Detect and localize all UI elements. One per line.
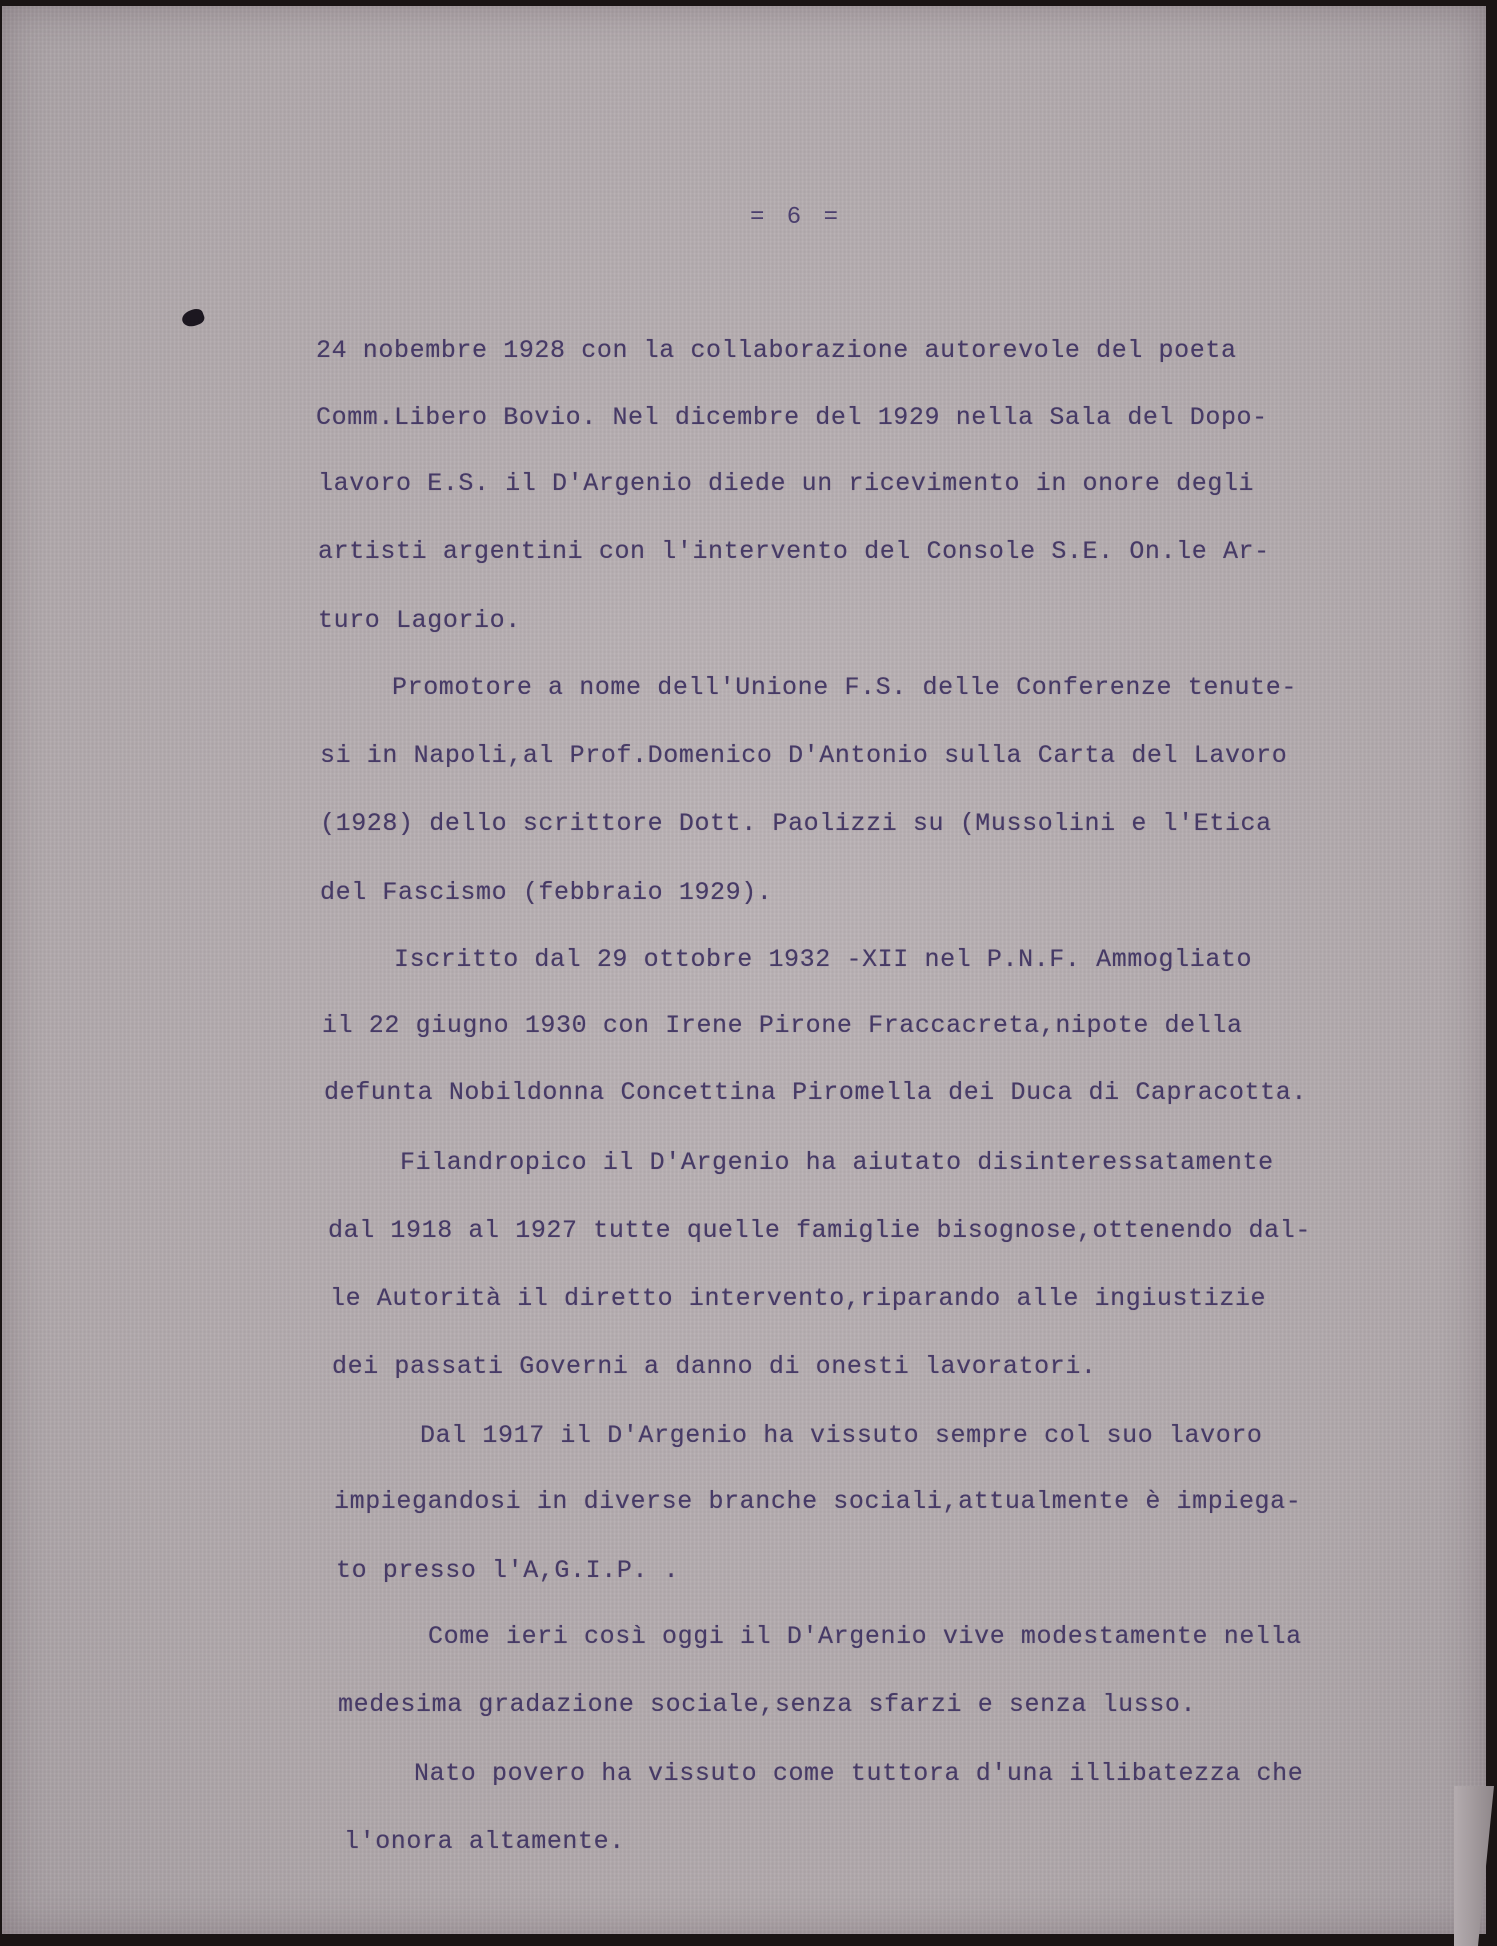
- ink-blot: [180, 307, 206, 330]
- text-line: lavoro E.S. il D'Argenio diede un ricevimento in onore degli: [318, 469, 1255, 498]
- text-line: (1928) dello scrittore Dott. Paolizzi su (Mussolini e l'Etica: [320, 809, 1272, 838]
- text-line: defunta Nobildonna Concettina Piromella dei Duca di Capracotta.: [324, 1078, 1307, 1107]
- text-line: si in Napoli,al Prof.Domenico D'Antonio sulla Carta del Lavoro: [320, 741, 1288, 770]
- text-line: le Autorità il diretto intervento,riparando alle ingiustizie: [330, 1284, 1267, 1313]
- text-line: il 22 giugno 1930 con Irene Pirone Fraccacreta,nipote della: [322, 1011, 1243, 1040]
- text-line: impiegandosi in diverse branche sociali,attualmente è impiega-: [334, 1487, 1302, 1516]
- text-line: turo Lagorio.: [318, 606, 521, 635]
- text-line: dal 1918 al 1927 tutte quelle famiglie bisognose,ottenendo dal-: [328, 1216, 1311, 1245]
- text-line: artisti argentini con l'intervento del Console S.E. On.le Ar-: [318, 537, 1270, 566]
- text-line: Nato povero ha vissuto come tuttora d'una illibatezza che: [414, 1759, 1304, 1788]
- text-line: Come ieri così oggi il D'Argenio vive modestamente nella: [428, 1622, 1302, 1651]
- text-line: Filandropico il D'Argenio ha aiutato disinteressatamente: [400, 1148, 1274, 1177]
- text-line: Promotore a nome dell'Unione F.S. delle Conferenze tenute-: [392, 673, 1297, 702]
- text-line: medesima gradazione sociale,senza sfarzi e senza lusso.: [338, 1690, 1197, 1719]
- folded-corner: [1454, 1786, 1494, 1946]
- text-line: Comm.Libero Bovio. Nel dicembre del 1929 nella Sala del Dopo-: [316, 403, 1268, 432]
- page-number: = 6 =: [750, 204, 843, 231]
- text-line: to presso l'A,G.I.P. .: [336, 1556, 680, 1585]
- text-line: l'onora altamente.: [344, 1827, 625, 1856]
- text-line: del Fascismo (febbraio 1929).: [320, 878, 773, 907]
- text-line: Dal 1917 il D'Argenio ha vissuto sempre col suo lavoro: [420, 1421, 1263, 1450]
- typewritten-page: [2, 6, 1486, 1934]
- text-line: dei passati Governi a danno di onesti lavoratori.: [332, 1352, 1097, 1381]
- text-line: 24 nobembre 1928 con la collaborazione autorevole del poeta: [316, 336, 1237, 365]
- text-line: Iscritto dal 29 ottobre 1932 -XII nel P.N.F. Ammogliato: [394, 945, 1253, 974]
